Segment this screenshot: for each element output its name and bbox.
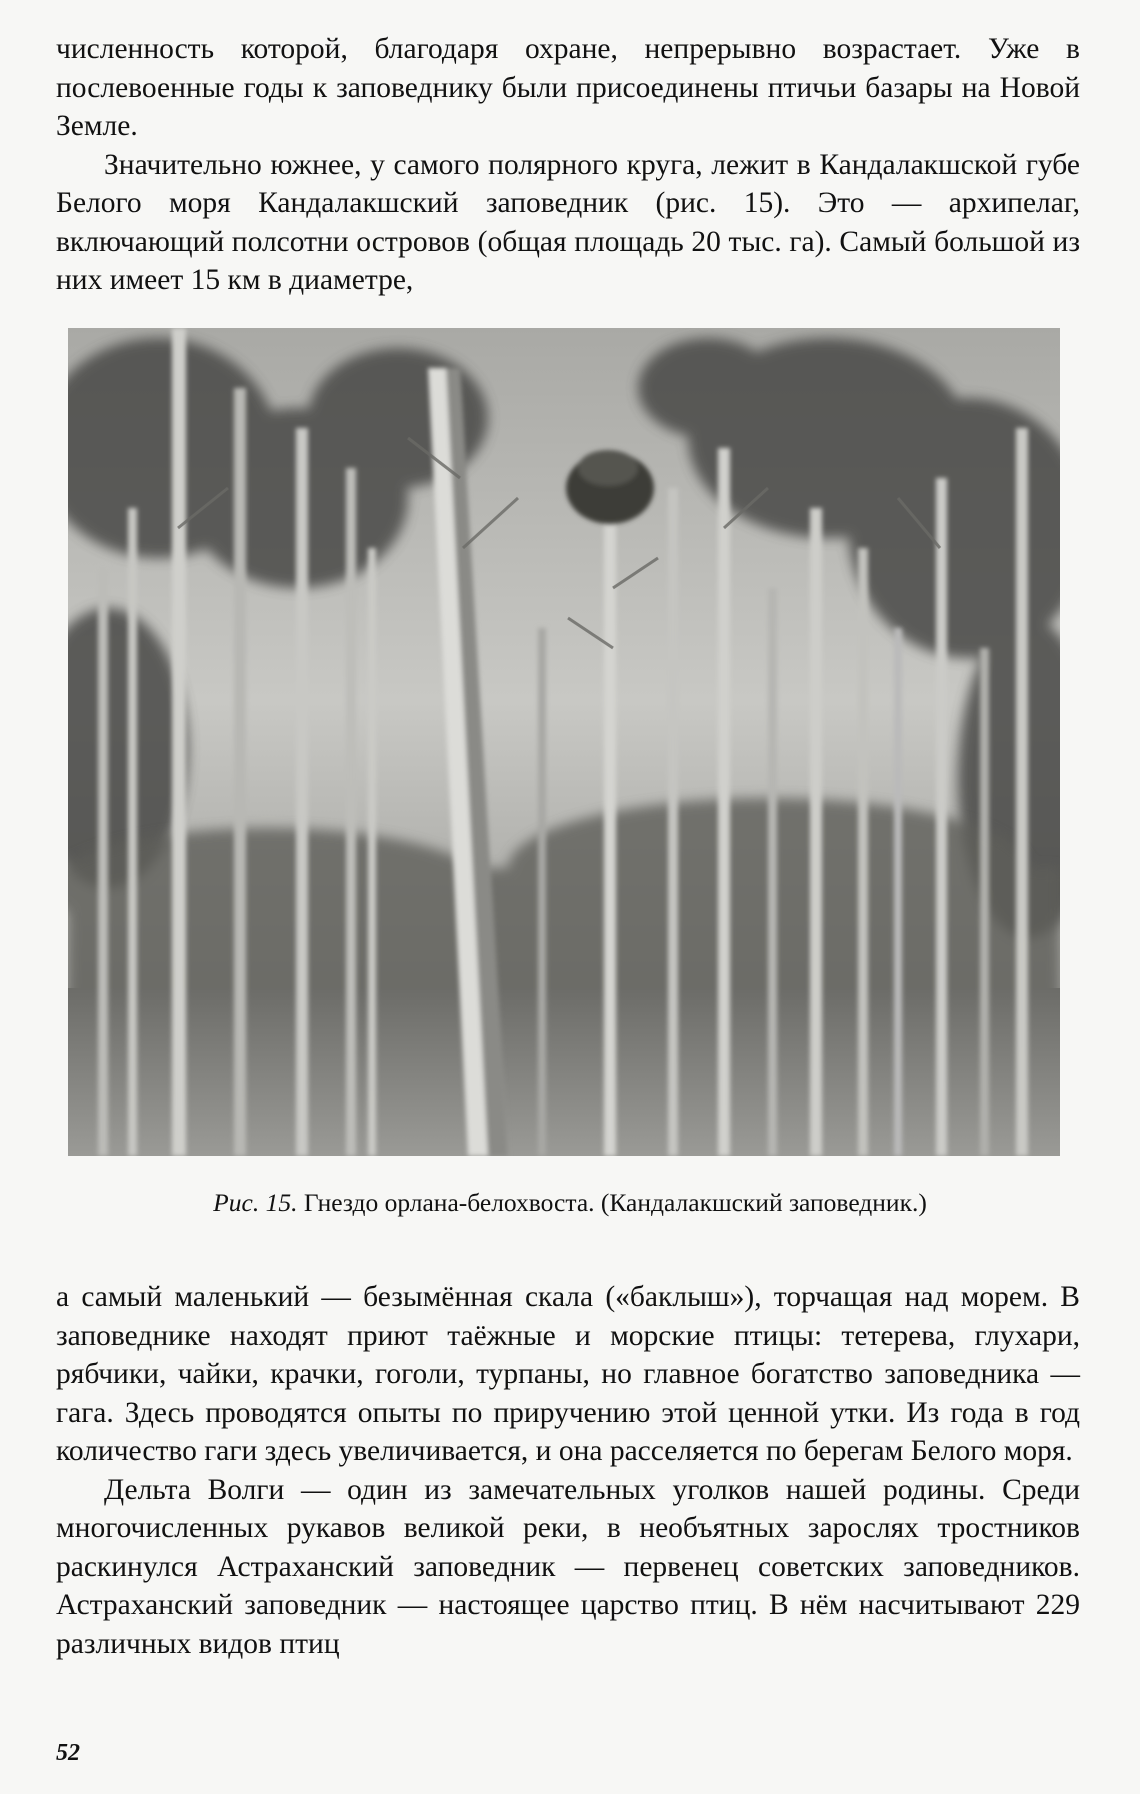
eagle-nest-photo — [68, 328, 1060, 1156]
figure-caption-text: Гнездо орлана-белохвоста. (Кандалакшский заповедник.) — [303, 1188, 927, 1217]
figure-label: Рис. 15. — [213, 1188, 298, 1217]
bottom-text-block — [56, 1278, 1080, 1663]
top-text-block — [56, 30, 1080, 300]
figure-caption — [0, 1188, 1140, 1218]
paragraph: Дельта Волги — один из замечательных уголков нашей родины. Среди многочисленных рукавов великой реки, в необъятных зарослях тростников раскинулся Астраханский заповедник — первенец советских заповедников. Астраханский заповедник — настоящее царство птиц. В нём насчитывают 229 различных видов птиц — [56, 1473, 1080, 1660]
forest-photo — [68, 328, 1060, 1156]
page-number: 52 — [56, 1740, 80, 1766]
paragraph: а самый маленький — безымённая скала («баклыш»), торчащая над морем. В заповеднике находят приют таёжные и морские птицы: тетерева, глухари, рябчики, чайки, крачки, гоголи, турпаны, но главное богатство заповедника — гага. Здесь проводятся опыты по приручению этой ценной утки. Из года в год количество гаги здесь увеличивается, и она расселяется по берегам Белого моря. — [56, 1281, 1080, 1467]
paragraph: численность которой, благодаря охране, непрерывно возрастает. Уже в послевоенные годы к заповеднику были присоединены птичьи базары на Новой Земле. — [56, 33, 1080, 142]
paragraph: Значительно южнее, у самого полярного круга, лежит в Кандалакшской губе Белого моря Кандалакшский заповедник (рис. 15). Это — архипелаг, включающий полсотни островов (общая площадь 20 тыс. га). Самый большой из них имеет 15 км в диаметре, — [56, 148, 1080, 296]
